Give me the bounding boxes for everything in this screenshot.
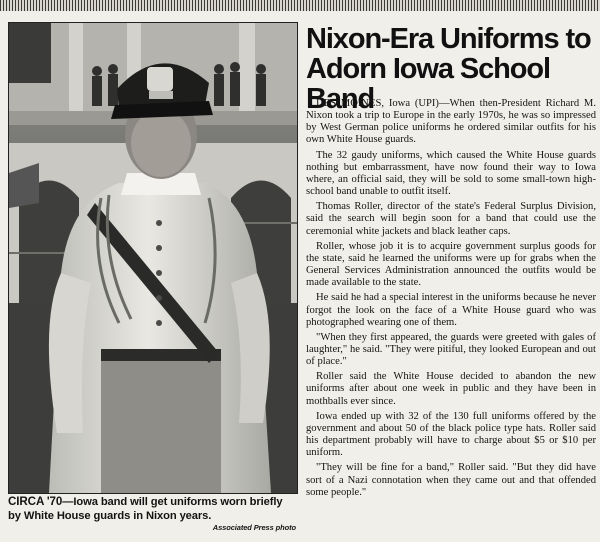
article-paragraph: Roller said the White House decided to abandon the new uniforms after about one week in public and they have been in mothballs ever since. xyxy=(306,371,596,407)
article-paragraph: Roller, whose job it is to acquire government surplus goods for the state, said he learned the uniforms were up for grabs when the General Services Administration announced the outfits would be made available to the state. xyxy=(306,240,596,289)
article-paragraph: "When they first appeared, the guards were greeted with gales of laughter," he said. "They were pitiful, they looked European and out of place." xyxy=(306,331,596,368)
caption-lead: CIRCA '70 xyxy=(8,495,63,508)
photo-caption xyxy=(8,495,298,532)
article-paragraph: Iowa ended up with 32 of the 130 full uniforms offered by the government and about 50 of the black police type hats. Roller said his department probably will have to charge about $5 or $10 per uniform. xyxy=(306,410,596,459)
article-body xyxy=(306,98,596,502)
headline: Nixon-Era Uniforms to Adorn Iowa School Band xyxy=(306,23,591,115)
photo-credit: Associated Press photo xyxy=(212,523,296,532)
caption-text: —Iowa band will get uniforms worn briefly by White House guards in Nixon years. xyxy=(8,496,283,522)
article-paragraph: The 32 gaudy uniforms, which caused the White House guards nothing but embarrassment, have now found their way to Iowa where, an official said, they will be sold to some small-town high-school band unable to outfit itself. xyxy=(306,149,596,198)
article-paragraph: He said he had a special interest in the uniforms because he never forgot the look on the face of a White House guard who was photographed wearing one of them. xyxy=(306,292,596,328)
article-paragraph: Thomas Roller, director of the state's Federal Surplus Division, said the search will begin soon for a band that could use the ceremonial white jackets and black leather caps. xyxy=(306,201,596,237)
article-paragraph: "They will be fine for a band," Roller said. "But they did have sort of a Nazi connotation when they came out and that offended some people." xyxy=(306,462,596,498)
guard-photo-illustration xyxy=(9,23,297,493)
article-paragraph: DES MOINES, Iowa (UPI)—When then-President Richard M. Nixon took a trip to Europe in the early 1970s, he was so impressed by West German police uniforms he ordered similar outfits for his own White House guards. xyxy=(306,98,596,146)
news-photo xyxy=(8,22,298,494)
top-rule xyxy=(0,0,600,11)
